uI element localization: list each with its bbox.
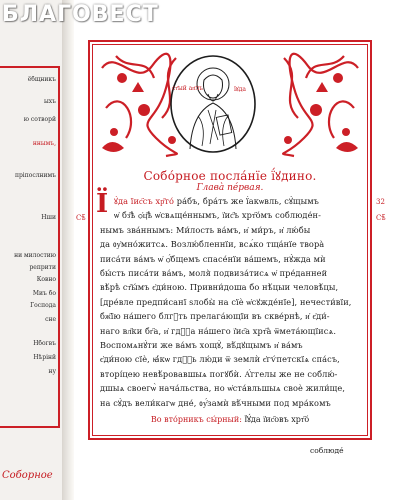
line-text: бж҃їю на́шего блгⷣть прелага́ющїи въ скве́рнѣ, и҆ є҆ди́- — [100, 311, 330, 322]
line-text: пиcа́ти ва́мъ ѡ҆ ѻ҆́бщемъ спасе́нїи ва́шемъ, нꙋ́жда мѝ — [100, 253, 326, 264]
line-text: вторі́цею невѣ́ровавшыѧ погꙋбѝ. А҆́ггелы же не соблю́- — [100, 368, 338, 379]
margin-verse-number: 32 — [376, 198, 385, 206]
left-text-fragment: Нѣрінй — [33, 354, 56, 361]
text-line — [100, 239, 362, 250]
right-page — [74, 0, 400, 500]
text-line — [100, 369, 362, 380]
line-text: Воспомѧнꙋ́ти же ва́мъ хощꙋ̀, вѣ́дꙋщымъ и҆ ва́мъ — [100, 340, 303, 350]
text-line — [100, 311, 362, 321]
line-text: нымъ зва́ннымъ: Ми́лость ва́мъ, и҆ ми́ръ, и҆ лю́бы — [100, 224, 311, 235]
left-text-fragment: ыхъ — [44, 98, 56, 105]
left-text-fragment: ни милостию — [14, 252, 56, 259]
margin-marker-right: Сѣ̑ — [376, 214, 386, 222]
left-text-fragment: сне — [45, 316, 56, 323]
left-text-fragment: Господа — [30, 302, 56, 309]
left-text-fragment: ну — [48, 368, 56, 375]
line-text: ра́бъ, бра́тъ же ї́акѡвль, сꙋ́щымъ — [174, 196, 319, 206]
left-page-footer: Соборное — [2, 470, 53, 481]
text-line — [114, 196, 376, 207]
text-line — [114, 210, 376, 220]
text-line — [100, 383, 362, 393]
catchword: соблюде́ — [310, 446, 344, 455]
apostle-icon-medallion — [168, 54, 258, 154]
left-text-fragment: реприти — [29, 264, 56, 271]
reading-rubric-day: Во вто́рникъ сы́рный: — [150, 415, 245, 424]
line-text: наго вл҃ки бг҃а, и҆ гдⷭ҇а на́шего ї҆ис҃а хрт҃а̀ ѿмета́ющїисѧ. — [100, 325, 337, 336]
line-text: да ᲂу҆мно́житсѧ. Возлю́бленнїи, всѧ́ко тща́нїе твора̀ — [100, 239, 325, 250]
text-line — [100, 254, 362, 265]
left-text-fragment: ю сотворй — [23, 116, 56, 123]
left-top-rule — [0, 66, 60, 68]
reading-rubric-incipit: Ї҆ꙋ́да ї҆ис҃овъ хрт҃о́ — [244, 415, 310, 424]
left-text-fragment: Миъ бо — [32, 290, 56, 297]
left-bottom-rule — [0, 426, 60, 428]
chapter-heading: Глава̀ пе́рвая. — [196, 183, 264, 193]
text-line — [100, 354, 362, 364]
medallion-label-left: ст҃ый ап҃лъ — [172, 85, 204, 92]
watermark-logo: БЛАГОВЕСТ — [2, 2, 159, 27]
rubric-text: ꙋ́да їис҃съ хр҃то́ — [114, 196, 175, 206]
reading-rubric — [96, 414, 364, 425]
apostle-portrait-icon — [168, 54, 258, 154]
text-line — [100, 340, 362, 351]
left-text-fragment: Нши — [41, 214, 56, 221]
margin-marker-left: Сѣ̑ — [76, 214, 86, 222]
line-text: [дре́вле предпи́санї ѕлобы̀ на сїѐ ѡ҆сꙋжде́нїе], нечести́вїи, — [100, 296, 352, 307]
text-line — [100, 225, 362, 235]
line-text: на сꙋ́дъ вели́кагѡ дне́, ᲂу҆́замѝ вѣ́чными под мра́комъ — [100, 397, 331, 408]
drop-cap-initial: Ї — [96, 189, 109, 219]
text-line — [100, 297, 362, 308]
epistle-title: Собо́рное посла́нїе ї́ꙋдино. — [143, 169, 317, 183]
line-text: вѣ́рѣ ст҃ы́мъ є҆ди́ною. Привни́доша бо нѣ́цыи человѣ́цы, — [100, 282, 339, 293]
left-text-fragment: ннымъ, — [32, 140, 56, 147]
text-line — [100, 398, 362, 409]
left-page — [0, 0, 62, 500]
line-text: ѡ҆ бз҃ѣ ѻ҆ц҃ѣ ѡ҆свѧще́ннымъ, ї҆ис҃ъ хрт҃о́мъ соблюде́н- — [114, 210, 321, 221]
line-text: є҆ди́ною сїѐ, ꙗ҆́кѡ гдⷭ҇ь лю́ди ѿ землѝ є҆гѵ́петскїѧ спа́съ, — [100, 354, 340, 365]
text-line — [100, 268, 362, 278]
left-text-fragment: Нбогвъ — [33, 340, 56, 347]
left-text-fragment: ёбщникъ — [27, 76, 56, 83]
left-text-fragment: пріпослнимъ — [14, 172, 56, 179]
text-line — [100, 282, 362, 292]
left-side-rule — [58, 66, 60, 426]
line-text: бы́сть писа́ти ва́мъ, моля̀ подвиза́тисѧ ѡ҆ пре́данней — [100, 268, 328, 278]
line-text: дшыѧ своегѡ̀ нача́льства, но ѡ҆ста́вльшыѧ своѐ жили́ще, — [100, 383, 346, 394]
text-line — [100, 326, 362, 336]
medallion-label-right: їꙋда — [234, 86, 247, 93]
left-text-fragment: Ковно — [36, 276, 56, 283]
